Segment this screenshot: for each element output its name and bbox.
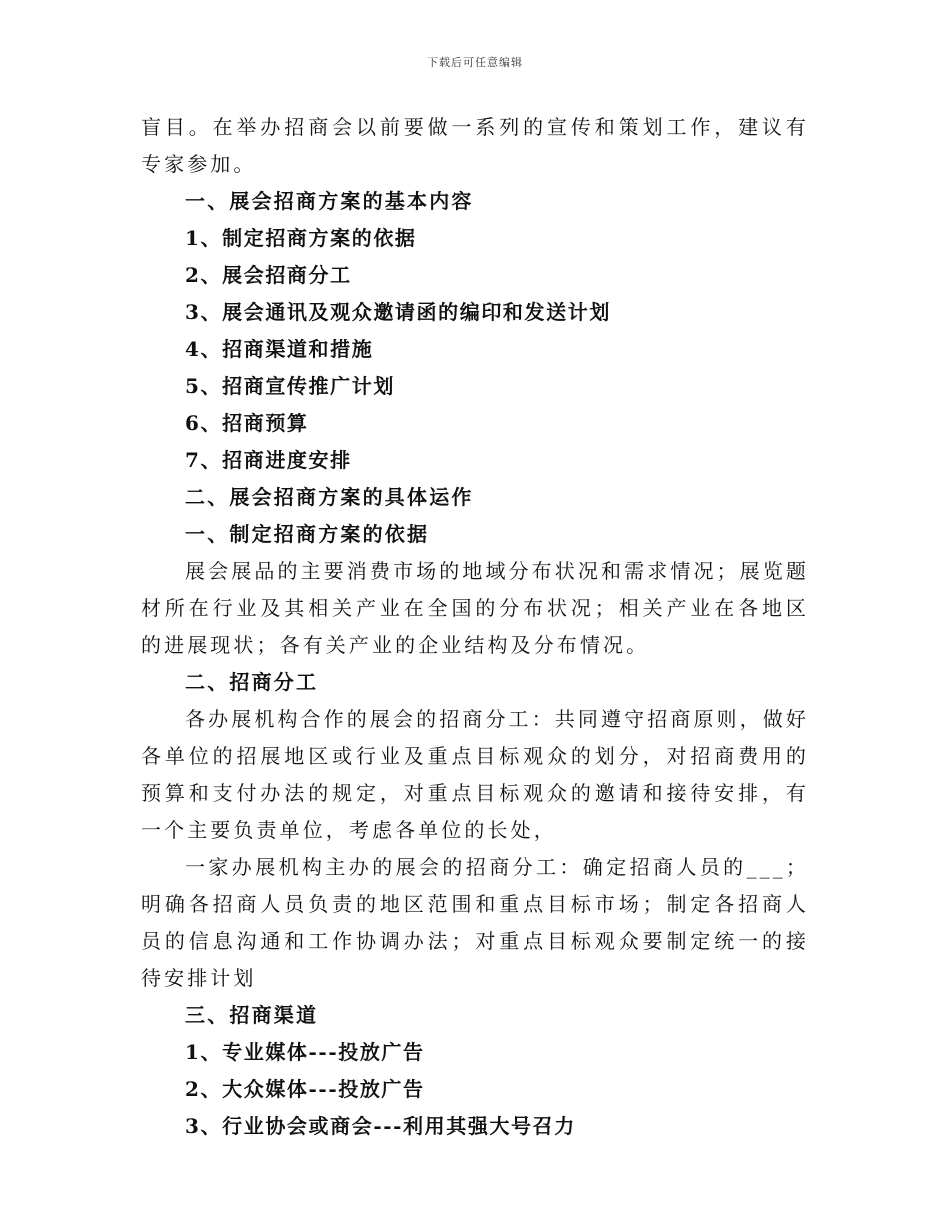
subsection2-paragraph-1: 各办展机构合作的展会的招商分工：共同遵守招商原则，做好各单位的招展地区或行业及重点目标观众的划分，对招商费用的预算和支付办法的规定，对重点目标观众的邀请和接待安排，有一个主要负责单位，考虑各单位的长处， (141, 707, 809, 842)
subsection2-paragraph-2: 一家办展机构主办的展会的招商分工：确定招商人员的___；明确各招商人员负责的地区范围和重点目标市场；制定各招商人员的信息沟通和工作协调办法；对重点目标观众要制定统一的接待安排计划 (141, 855, 809, 990)
subsection2-heading: 二、招商分工 (185, 670, 319, 694)
list-item: 5、招商宣传推广计划 (185, 374, 395, 398)
page-header: 下载后可任意编辑 (427, 56, 523, 69)
subsection1-paragraph: 展会展品的主要消费市场的地域分布状况和需求情况；展览题材所在行业及其相关产业在全国的分布状况；相关产业在各地区的进展现状；各有关产业的企业结构及分布情况。 (141, 559, 809, 657)
list-item: 1、制定招商方案的依据 (185, 226, 417, 250)
list-item: 2、大众媒体---投放广告 (185, 1077, 425, 1101)
list-item: 2、展会招商分工 (185, 263, 352, 287)
document-body (141, 109, 809, 1145)
intro-paragraph: 盲目。在举办招商会以前要做一系列的宣传和策划工作，建议有专家参加。 (141, 115, 809, 176)
subsection3-heading: 三、招商渠道 (185, 1003, 319, 1027)
subsection1-heading: 一、制定招商方案的依据 (185, 522, 430, 546)
section2-heading: 二、展会招商方案的具体运作 (185, 485, 474, 509)
list-item: 6、招商预算 (185, 411, 309, 435)
section1-heading: 一、展会招商方案的基本内容 (185, 189, 474, 213)
list-item: 4、招商渠道和措施 (185, 337, 374, 361)
list-item: 3、展会通讯及观众邀请函的编印和发送计划 (185, 300, 611, 324)
list-item: 3、行业协会或商会---利用其强大号召力 (185, 1114, 576, 1138)
list-item: 7、招商进度安排 (185, 448, 352, 472)
list-item: 1、专业媒体---投放广告 (185, 1040, 425, 1064)
